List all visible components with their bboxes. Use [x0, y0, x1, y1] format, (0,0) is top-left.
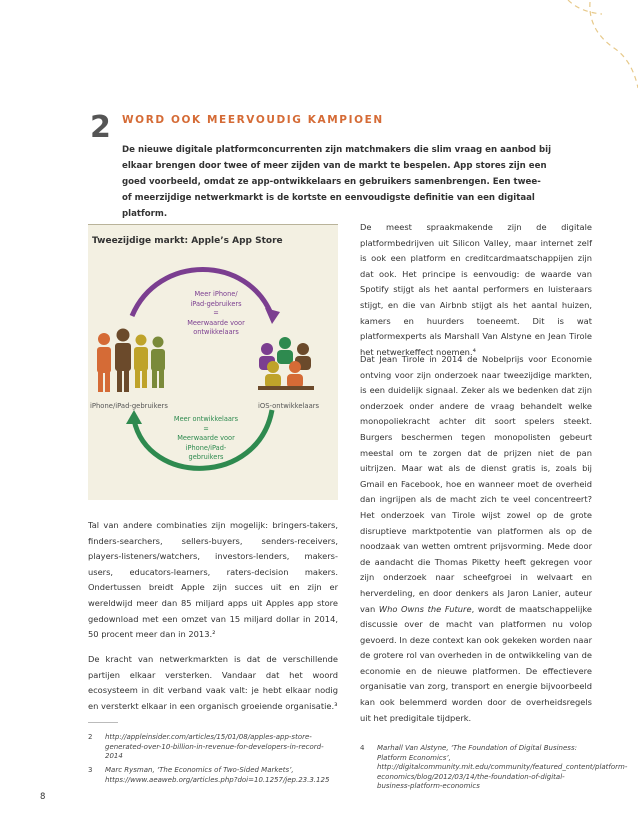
right-paragraph-2: Dat Jean Tirole in 2014 de Nobelprijs voor Economie ontving voor zijn onderzoek naar tweezijdige markten, is een duidelijk signaal. Zeker als we bedenken dat zijn onderzoek onder andere de vraag behandelt welke monopoliekracht achter dit soort spelers steekt. Burgers beschermen tegen monopolisten gebeurt meestal om te zorgen dat de prijzen niet de pan uitrijzen. Maar wat als de dienst gratis is, zoals bij Gmail en Facebook, hoe en wanneer moet de overheid dan ingrijpen als de macht zich te veel concentreert? Het onderzoek van Tirole wijst zowel op de grote disruptieve marktpotentie van platformen als op de noodzaak van wetten omtrent prijsvorming. Mede door de aandacht die Thomas Piketty heeft gekregen voor zijn onderzoek naar scheefgroei in welvaart en herverdeling, en door denkers als Jaron Lanier, auteur van Who Owns the Future, wordt de maatschappelijke discussie over de macht van platformen nu volop gevoerd. In deze context kan ook gekeken worden naar de grotere rol van overheden in de ontwikkeling van de economie en de nieuwe platformen. De effectievere organisatie van zorg, transport en energie bijvoorbeeld kan ook belemmerd worden door de overheidsregels uit het predigitale tijdperk.: [360, 354, 593, 723]
right-paragraph-1: De meest spraakmakende zijn de digitale platformbedrijven uit Silicon Valley, maar internet zelf is ook een platform en creditcardmaatschappijen zijn dat ook. Het principe is eenvoudig: de waarde van Spotify stijgt als het aantal performers en luisteraars stijgt, en die van Airbnb stijgt als het aantal huizen, kamers en huurders toeneemt. Dit is wat platformexperts als Marshall Van Alstyne en Jean Tirole het netwerkeffect noemen.⁴: [360, 222, 592, 357]
page-number: 8: [40, 792, 46, 802]
left-paragraph-2: De kracht van netwerkmarkten is dat de verschillende partijen elkaar versterken. Vandaar dat het woord ecosysteem in dit verband vaak valt: je hebt elkaar nodig en versterkt elkaar in een organisch groeiende organisatie.³: [88, 654, 338, 711]
footnote-4: 4 Marhall Van Alstyne, ‘The Foundation of Digital Business: Platform Economics’, http://digitalcommunity.mit.edu/community/featured_content/platform-economics/blog/2012/03/14/the-foundation-of-digital-business-platform-economics: [360, 744, 628, 791]
left-paragraph-1: Tal van andere combinaties zijn mogelijk: bringers-takers, finders-searchers, sellers-buyers, senders-receivers, players-listeners/watchers, investors-lenders, makers-users, educators-learners, raters-decision makers. Ondertussen breidt Apple zijn succes uit en zijn er wereldwijd meer dan 85 miljard apps uit Apples app store gedownload met een omzet van 15 miljard dollar in 2014, 50 procent meer dan in 2013.²: [88, 520, 338, 640]
ios-developers-icon: [258, 337, 314, 390]
section-title: WORD OOK MEERVOUDIG KAMPIOEN: [122, 114, 384, 126]
footnote-3: 3 Marc Rysman, ‘The Economics of Two-Sided Markets’, https://www.aeaweb.org/articles.php?doi=10.1257/jep.23.3.125: [88, 766, 330, 784]
green-arrowhead: [126, 410, 142, 424]
flow-label-more-users: Meer iPhone/ iPad-gebruikers = Meerwaarde voor ontwikkelaars: [187, 290, 245, 337]
section-number: 2: [90, 110, 111, 145]
footnote-2: 2 http://appleinsider.com/articles/15/01/08/apples-app-store-generated-over-10-billion-in-revenue-for-developers-in-record-2014: [88, 733, 324, 761]
corner-decoration: [528, 0, 638, 110]
section-intro: De nieuwe digitale platformconcurrenten zijn matchmakers die slim vraag en aanbod bij elkaar brengen door twee of meer zijden van de markt te bespelen. App stores zijn een goed voorbeeld, omdat ze app-ontwikkelaars en gebruikers samenbrengen. Een twee- of meerzijdige netwerkmarkt is de kortste en eenvoudigste definitie van een digitaal platform.: [122, 145, 552, 219]
label-ios-developers: iOS-ontwikkelaars: [258, 402, 320, 410]
footnote-divider: [88, 722, 118, 723]
purple-arrowhead: [265, 308, 280, 324]
label-iphone-ipad-users: iPhone/iPad-gebruikers: [90, 402, 168, 410]
iphone-ipad-users-icon: [97, 329, 165, 393]
figure-title: Tweezijdige markt: Apple’s App Store: [92, 236, 283, 246]
flow-label-more-developers: Meer ontwikkelaars = Meerwaarde voor iPhone/iPad- gebruikers: [173, 415, 239, 462]
